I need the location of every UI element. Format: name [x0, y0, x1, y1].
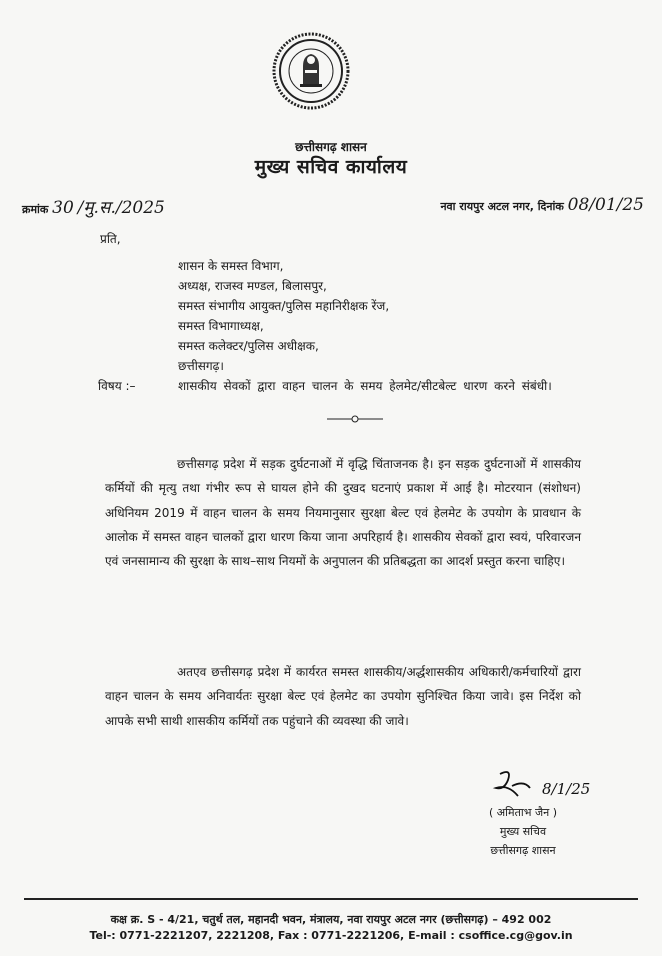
signature-block	[458, 803, 588, 860]
reference-suffix: /मु.स./2025	[77, 198, 165, 218]
signatory-designation: मुख्य सचिव	[499, 825, 547, 838]
addressee-line: समस्त संभागीय आयुक्त/पुलिस महानिरीक्षक रेंज,	[178, 299, 390, 313]
place-date	[440, 195, 644, 215]
place-date-label: नवा रायपुर अटल नगर, दिनांक	[440, 200, 564, 213]
addressee-line: समस्त कलेक्टर/पुलिस अधीक्षक,	[178, 339, 319, 353]
addressee-line: शासन के समस्त विभाग,	[178, 259, 284, 273]
reference-label: क्रमांक	[22, 203, 49, 216]
subject-label: विषय :–	[98, 379, 136, 393]
addressee-line: छत्तीसगढ़।	[178, 359, 224, 373]
footer-contact: Tel-: 0771-2221207, 2221208, Fax : 0771-2221206, E-mail : csoffice.cg@gov.in	[89, 929, 573, 942]
government-name: छत्तीसगढ़ शासन	[295, 140, 367, 154]
signatory-state: छत्तीसगढ़ शासन	[490, 844, 556, 857]
office-title: मुख्य सचिव कार्यालय	[254, 156, 408, 178]
body-paragraph-1: छत्तीसगढ़ प्रदेश में सड़क दुर्घटनाओं में वृद्धि चिंताजनक है। इन सड़क दुर्घटनाओं में शासकीय कर्मियों की मृत्यु तथा गंभीर रूप से घायल होने की दुखद घटनाएं प्रकाश में आई है। मोटरयान (संशोधन) अधिनियम 2019 में वाहन चालन के समय नियमानुसार सुरक्षा बेल्ट एवं हेलमेट के उपयोग के प्रावधान के आलोक में समस्त वाहन चालकों द्वारा धारण किया जाना अपरिहार्य है। शासकीय सेवकों द्वारा स्वयं, परिवारजन एवं जनसामान्य की सुरक्षा के साथ–साथ नियमों के अनुपालन की प्रतिबद्धता का आदर्श प्रस्तुत करना चाहिए।	[105, 457, 581, 569]
letter-date: 08/01/25	[567, 195, 644, 215]
body-paragraph-2: अतएव छत्तीसगढ़ प्रदेश में कार्यरत समस्त शासकीय/अर्द्धशासकीय अधिकारी/कर्मचारियों द्वारा वाहन चालन के समय अनिवार्यतः सुरक्षा बेल्ट एवं हेलमेट का उपयोग सुनिश्चित किया जावे। इस निर्देश को आपके सभी साथी शासकीय कर्मियों तक पहुंचाने की व्यवस्था की जावे।	[105, 665, 581, 728]
reference-number-value: 30	[52, 198, 74, 218]
addressee-line: अध्यक्ष, राजस्व मण्डल, बिलासपुर,	[178, 279, 327, 293]
signature-mark	[490, 766, 630, 806]
prati-salutation: प्रति,	[100, 232, 121, 246]
addressee-list	[178, 256, 389, 376]
section-divider	[325, 414, 385, 424]
state-emblem-logo	[272, 32, 350, 110]
signatory-name: ( अमिताभ जैन )	[488, 806, 558, 819]
subject-text: शासकीय सेवकों द्वारा वाहन चालन के समय हेलमेट/सीटबेल्ट धारण करने संबंधी।	[178, 379, 552, 393]
addressee-line: समस्त विभागाध्यक्ष,	[178, 319, 264, 333]
footer-divider	[24, 898, 638, 900]
reference-number	[22, 195, 165, 218]
footer-address: कक्ष क्र. S - 4/21, चतुर्थ तल, महानदी भवन, मंत्रालय, नवा रायपुर अटल नगर (छत्तीसगढ़) – 492 002	[110, 913, 552, 926]
signature-date: 8/1/25	[542, 780, 591, 798]
